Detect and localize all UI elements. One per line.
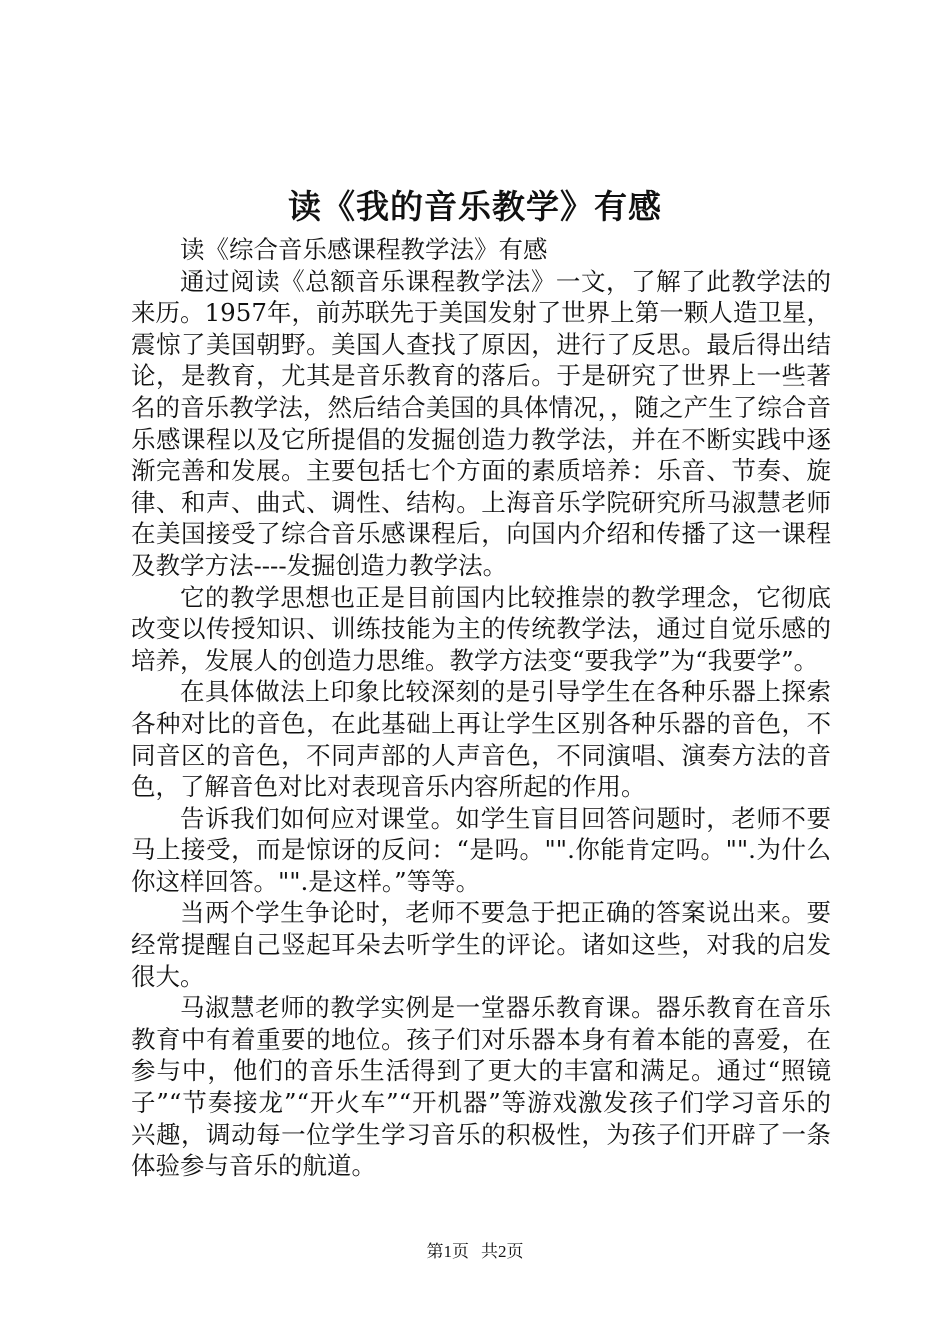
paragraph-3: 在具体做法上印象比较深刻的是引导学生在各种乐器上探索各种对比的音色，在此基础上再让学生区别各种乐器的音色，不同音区的音色，不同声部的人声音色，不同演唱、演奏方法的音色，了解音色对比对表现音乐内容所起的作用。	[131, 677, 831, 802]
paragraph-2: 它的教学思想也正是目前国内比较推崇的教学理念，它彻底改变以传授知识、训练技能为主的传统教学法，通过自觉乐感的培养，发展人的创造力思维。教学方法变“要我学”为“我要学”。	[131, 582, 831, 675]
paragraph-1: 通过阅读《总额音乐课程教学法》一文，了解了此教学法的来历。1957年，前苏联先于美国发射了世界上第一颗人造卫星，震惊了美国朝野。美国人查找了原因，进行了反思。最后得出结论，是教育，尤其是音乐教育的落后。于是研究了世界上一些著名的音乐教学法，然后结合美国的具体情况，，随之产生了综合音乐感课程以及它所提倡的发掘创造力教学法，并在不断实践中逐渐完善和发展。主要包括七个方面的素质培养：乐音、节奏、旋律、和声、曲式、调性、结构。上海音乐学院研究所马淑慧老师在美国接受了综合音乐感课程后，向国内介绍和传播了这一课程及教学方法----发掘创造力教学法。	[131, 266, 831, 580]
page-total: 共2页	[481, 1242, 524, 1261]
paragraph-4: 告诉我们如何应对课堂。如学生盲目回答问题时，老师不要马上接受，而是惊讶的反问：“是吗。"".你能肯定吗。"".为什么你这样回答。"".是这样。”等等。	[131, 803, 831, 896]
page-number: 第1页	[426, 1242, 469, 1261]
paragraph-5: 当两个学生争论时，老师不要急于把正确的答案说出来。要经常提醒自己竖起耳朵去听学生的评论。诸如这些，对我的启发很大。	[131, 898, 831, 991]
document-body	[131, 234, 831, 1182]
paragraph-6: 马淑慧老师的教学实例是一堂器乐教育课。器乐教育在音乐教育中有着重要的地位。孩子们对乐器本身有着本能的喜爱，在参与中，他们的音乐生活得到了更大的丰富和满足。通过“照镜子”“节奏接龙”“开火车”“开机器”等游戏激发孩子们学习音乐的兴趣，调动每一位学生学习音乐的积极性，为孩子们开辟了一条体验参与音乐的航道。	[131, 993, 831, 1181]
paragraph-subtitle: 读《综合音乐感课程教学法》有感	[180, 235, 548, 264]
document-title: 读《我的音乐教学》有感	[288, 187, 662, 226]
page-footer	[0, 1240, 950, 1264]
